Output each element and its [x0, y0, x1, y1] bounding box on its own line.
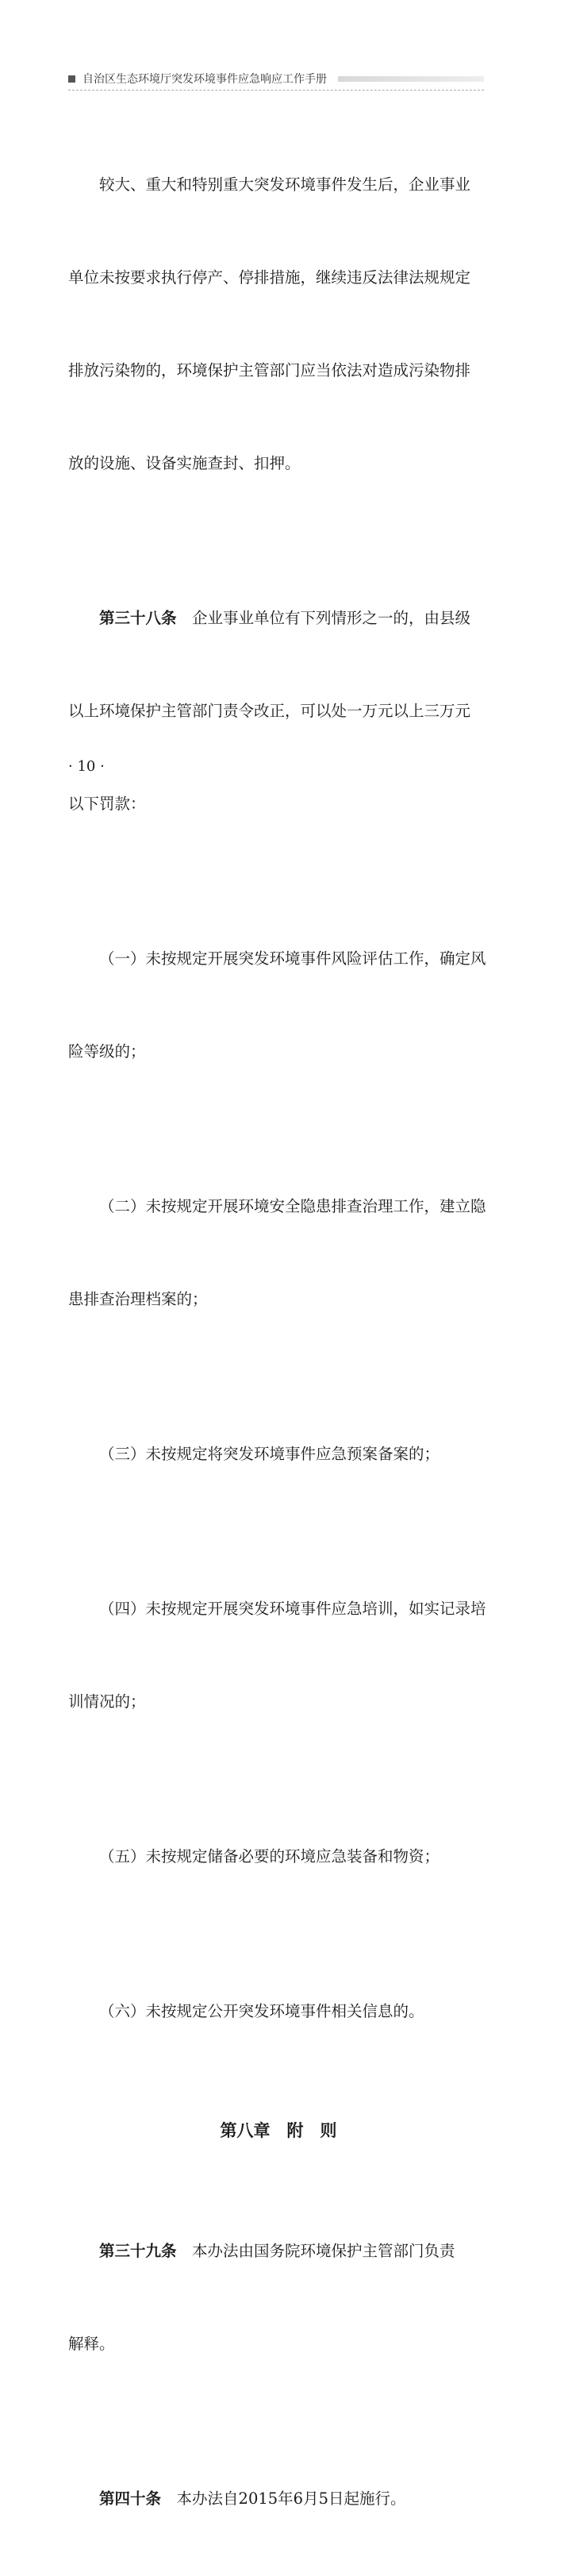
article-text: 企业事业单位有下列情形之一的，由县级 — [192, 609, 471, 627]
text-line — [68, 2483, 489, 2514]
text-line: 较大、重大和特别重大突发环境事件发生后，企业事业 — [99, 175, 471, 194]
text-line: 训情况的； — [68, 1692, 146, 1711]
list-item — [68, 1934, 489, 2089]
text-line: 患排查治理档案的； — [68, 1290, 208, 1308]
running-header — [68, 70, 484, 87]
chapter-heading: 第八章 附 则 — [220, 2121, 337, 2140]
page-body — [68, 107, 489, 2576]
text-line: 以上环境保护主管部门责令改正，可以处一万元以上三万元 — [68, 702, 471, 720]
text-line: 以下罚款： — [68, 795, 146, 813]
article-number: 第三十九条 — [99, 2242, 177, 2260]
text-line: 解释。 — [68, 2335, 115, 2353]
text-line: 单位未按要求执行停产、停排措施，继续违反法律法规规定 — [68, 268, 471, 287]
header-decorative-bar — [338, 76, 484, 82]
article-40 — [68, 2421, 489, 2576]
article-38 — [68, 541, 489, 881]
text-line: （三）未按规定将突发环境事件应急预案备案的； — [99, 1445, 440, 1463]
text-line: （五）未按规定储备必要的环境应急装备和物资； — [99, 1847, 440, 1866]
header-square-icon — [68, 75, 75, 83]
text-line: （六）未按规定公开突发环境事件相关信息的。 — [99, 2002, 424, 2020]
text-line: 排放污染物的，环境保护主管部门应当依法对造成污染物排 — [68, 361, 471, 379]
article-text: 本办法由国务院环境保护主管部门负责 — [192, 2242, 455, 2260]
text-line: （一）未按规定开展突发环境事件风险评估工作，确定风 — [99, 949, 486, 968]
list-item — [68, 881, 489, 1129]
article-text: 本办法自2015年6月5日起施行。 — [176, 2489, 406, 2508]
list-item — [68, 1129, 489, 1377]
paragraph — [68, 107, 489, 541]
text-line: 险等级的； — [68, 1042, 146, 1061]
list-item — [68, 1531, 489, 1779]
list-item — [68, 1779, 489, 1934]
text-line: 放的设施、设备实施查封、扣押。 — [68, 454, 301, 472]
text-line: （二）未按规定开展环境安全隐患排查治理工作，建立隐 — [99, 1197, 486, 1215]
text-line — [68, 603, 489, 633]
article-39 — [68, 2174, 489, 2421]
text-line — [68, 2235, 489, 2266]
header-title: 自治区生态环境厅突发环境事件应急响应工作手册 — [83, 73, 327, 86]
article-number: 第四十条 — [99, 2489, 162, 2508]
text-line: （四）未按规定开展突发环境事件应急培训，如实记录培 — [99, 1600, 486, 1618]
list-item — [68, 1377, 489, 1531]
article-number: 第三十八条 — [99, 609, 177, 627]
page-number: · 10 · — [68, 758, 105, 775]
